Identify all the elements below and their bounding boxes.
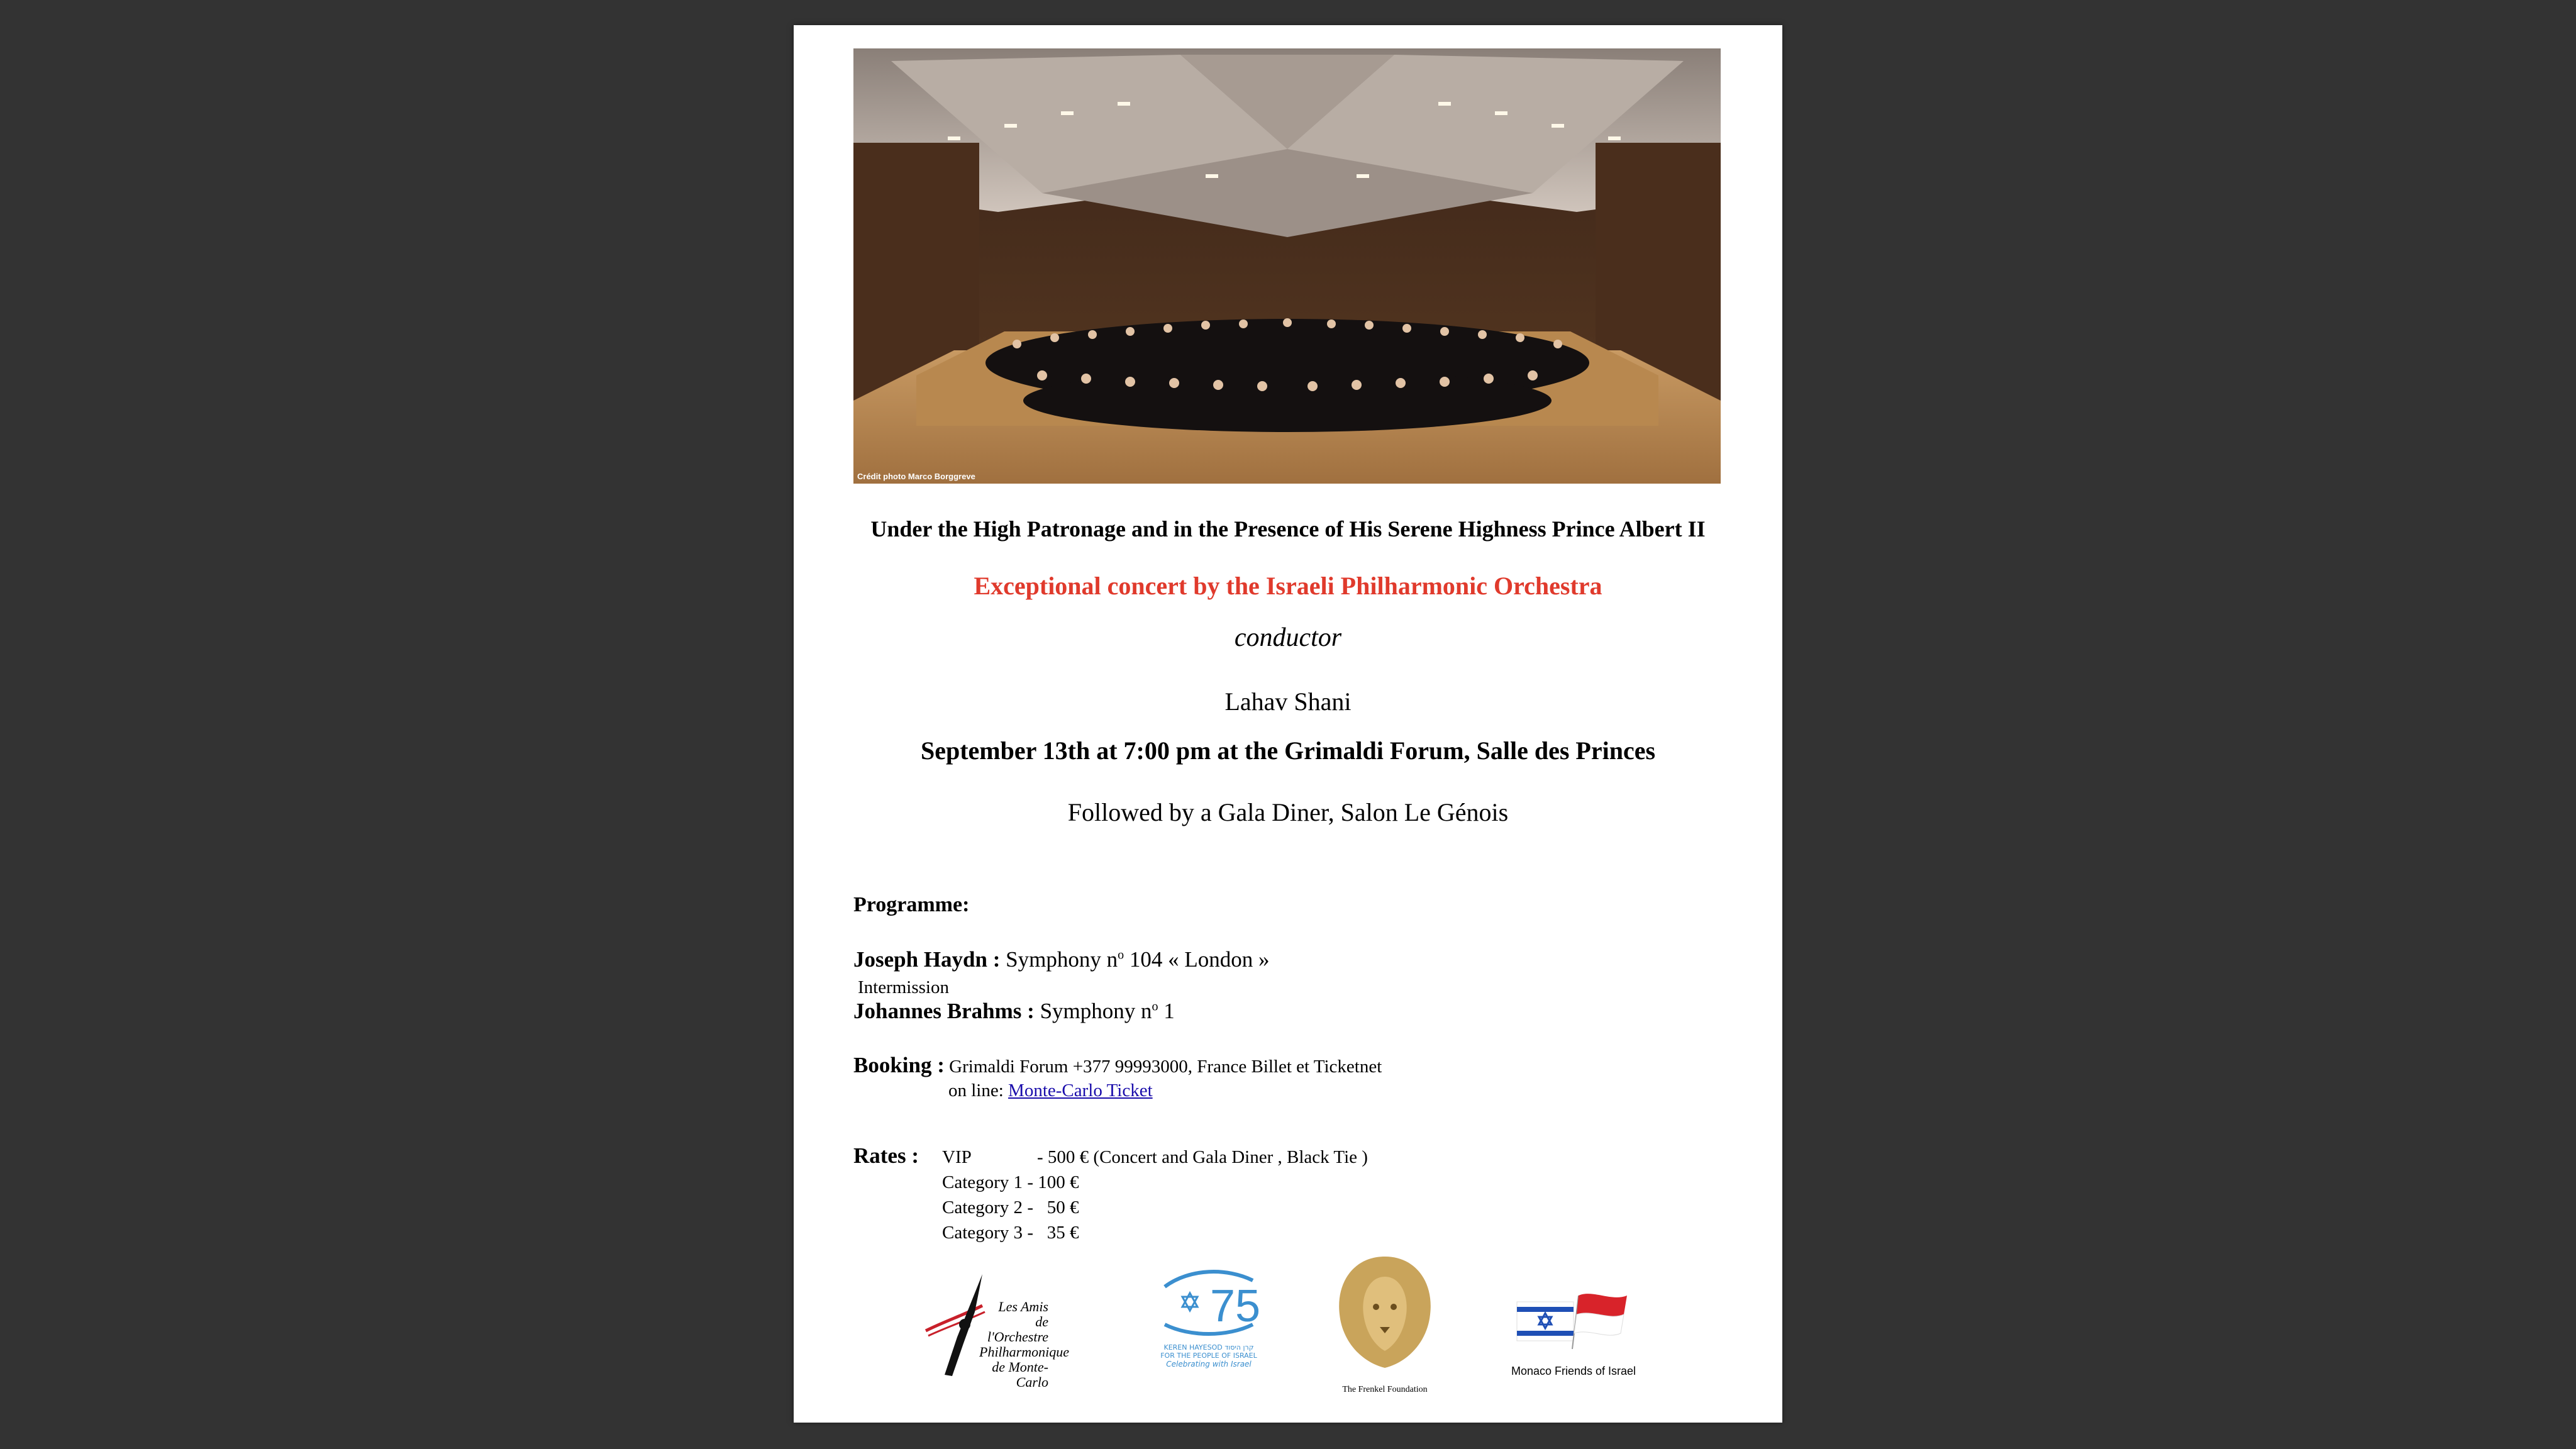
composer-haydn: Joseph Haydn : xyxy=(853,947,1001,972)
kkl-line2: FOR THE PEOPLE OF ISRAEL xyxy=(1160,1352,1257,1360)
flags-icon xyxy=(1498,1289,1649,1352)
work-brahms-rest: 1 xyxy=(1158,999,1175,1023)
amis-line1: Les Amis xyxy=(998,1299,1048,1314)
intermission: Intermission xyxy=(858,977,949,997)
superscript-o: o xyxy=(1152,999,1158,1014)
booking-label: Booking : xyxy=(853,1053,945,1077)
online-prefix: on line: xyxy=(948,1080,1009,1101)
logo-amis-orchestre xyxy=(919,1262,1102,1400)
concert-title: Exceptional concert by the Israeli Philharmonic Orchestra xyxy=(974,572,1602,600)
rate-price: - 35 € xyxy=(1027,1223,1079,1243)
rates-label: Rates : xyxy=(853,1143,919,1168)
date-venue: September 13th at 7:00 pm at the Grimaldi Forum, Salle des Princes xyxy=(920,736,1656,765)
orchestra-photo xyxy=(853,48,1721,484)
logo-keren-hayesod-75 xyxy=(1152,1268,1278,1394)
frenkel-text: The Frenkel Foundation xyxy=(1342,1385,1428,1394)
conductor-label: conductor xyxy=(1234,623,1342,652)
logo-frenkel-foundation xyxy=(1328,1252,1441,1409)
work-brahms: Symphony n xyxy=(1034,999,1152,1023)
logo-monaco-friends xyxy=(1498,1289,1655,1396)
work-haydn-rest: 104 « London » xyxy=(1124,947,1270,972)
work-haydn: Symphony n xyxy=(1000,947,1118,972)
booking-line xyxy=(853,1053,1382,1078)
programme-item-brahms xyxy=(853,999,1175,1024)
amis-line3: Philharmonique xyxy=(979,1344,1069,1360)
rate-name: Category 1 xyxy=(942,1172,1023,1192)
booking-online xyxy=(948,1080,1153,1101)
kkl-line1: KEREN HAYESOD קרן היסוד xyxy=(1163,1343,1254,1352)
rate-row-vip xyxy=(942,1147,1368,1168)
rate-name: Category 2 xyxy=(942,1197,1023,1218)
lion-head-icon xyxy=(1328,1252,1441,1371)
monte-carlo-ticket-link[interactable]: Monte-Carlo Ticket xyxy=(1008,1080,1153,1101)
photo-credit: Crédit photo Marco Borggreve xyxy=(857,472,975,481)
rate-price: - 50 € xyxy=(1027,1197,1079,1218)
booking-details: Grimaldi Forum +377 99993000, France Billet et Ticketnet xyxy=(944,1057,1382,1077)
document-page xyxy=(794,25,1782,1423)
superscript-o: o xyxy=(1118,948,1124,962)
kkl-line3: Celebrating with Israel xyxy=(1166,1360,1252,1368)
composer-brahms: Johannes Brahms : xyxy=(853,999,1035,1023)
conductor-name: Lahav Shani xyxy=(1224,687,1352,716)
rate-price: - 100 € xyxy=(1027,1172,1079,1192)
israel-75-icon xyxy=(1152,1268,1265,1343)
programme-item-haydn xyxy=(853,947,1270,972)
gala-line: Followed by a Gala Diner, Salon Le Génois xyxy=(1067,798,1509,826)
rate-row-cat3 xyxy=(942,1223,1079,1243)
programme-heading: Programme: xyxy=(853,893,970,916)
rate-row-cat1 xyxy=(942,1172,1079,1193)
rate-name: Category 3 xyxy=(942,1223,1023,1243)
rate-name: VIP xyxy=(942,1147,972,1167)
monaco-text: Monaco Friends of Israel xyxy=(1511,1365,1636,1377)
rate-price: - 500 € (Concert and Gala Diner , Black Tie ) xyxy=(1037,1147,1368,1167)
rate-row-cat2 xyxy=(942,1197,1079,1218)
amis-line4: de Monte-Carlo xyxy=(992,1359,1048,1390)
svg-text:75: 75 xyxy=(1210,1281,1261,1331)
amis-line2: de l'Orchestre xyxy=(987,1314,1048,1345)
patronage-line: Under the High Patronage and in the Presence of His Serene Highness Prince Albert II xyxy=(870,516,1706,541)
